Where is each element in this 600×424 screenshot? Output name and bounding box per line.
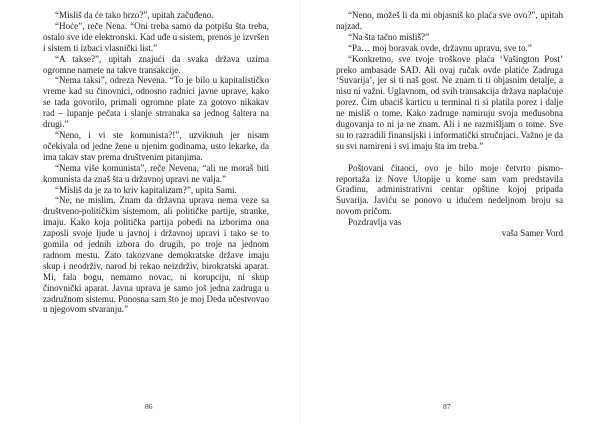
signature-line: vaša Samer Vord xyxy=(501,228,563,239)
paragraph: “Nema taksi”, odreza Nevena. “To je bilo u kapitalističko vreme kad su činovnici, odnosno radnici javne uprave, kako se tada govorilo, primali ogromne plate za gotovo nikakav rad – lupanje pečata i slanje strranaka sa jednog šaltera na drugi.” xyxy=(43,75,269,130)
paragraph: “Na šta tačno misliš?” xyxy=(348,31,430,42)
paragraph: “Misliš da je za to kriv kapitalizam?”, upita Sami. xyxy=(55,184,237,195)
page-number-right: 87 xyxy=(443,402,451,411)
right-page-text xyxy=(336,10,563,239)
paragraph: “Neno, možeš li da mi objasniš ko plaća sve ovo?”, upitah najzad. xyxy=(336,10,563,31)
paragraph: “Neno, i vi ste komunista?!”, uzviknuh jer nisam očekivala od jedne žene u njenim godinama, usto lekarke, da ima takav stav prema društvenim pitanjima. xyxy=(43,129,269,162)
paragraph: “Misliš da će tako brzo?”, upitah začuđeno. xyxy=(55,10,214,20)
paragraph: “Nema više komunista”, reče Nevena, “ali ne moraš biti komunista da znaš šta u državnoj upravi ne valja.” xyxy=(43,162,269,184)
right-page xyxy=(300,0,600,424)
paragraph: “Konkretno, sve tvoje troškove plaća ‘Vašington Post’ preko ambasade SAD. Ali ovaj ručak ovde platiće Zadruga ‘Suvarija’, jer si ti naš gost. Ne znam ti ti objasnim detalje, a nisu ni važni. Uglavnom, od svih transakcija država naplaćuje porez. Čim ubaciš karticu u terminal ti si platila porez i dalje ne misliš o tome. Kako zadruge namiruju svoja međusobna dugovanja to ni ja ne znam. Ali i ne razmišljam o tome. Sve su to razradili finansijski i informatički stručnjaci. Važno je da su svi namireni i svi imaju šta im treba.” xyxy=(336,53,563,151)
left-page-text xyxy=(43,10,269,315)
letter-closing-paragraph: Poštovani čitaoci, ovo je bilo moje četvrto pismo-reportaža iz Nove Utopije u kome sam vam predstavila Gradinu, administrativni centar opštine kojoj pripada Suvarija. Javiću se ponovo u idućem nedeljnom broju sa novom pričom. xyxy=(336,162,563,217)
page-number-left: 86 xyxy=(145,402,153,411)
paragraph: “Pa… moj boravak ovde, državnu upravu, sve to.” xyxy=(348,42,532,53)
greeting-line: Pozdravlja vas xyxy=(348,217,402,228)
paragraph: “A takse?”, upitah znajući da svaka država uzima ogromne namete na takve transakcije. xyxy=(43,53,269,75)
paragraph: “Hoće”, reče Nena. “Oni treba samo da potpišu šta treba, ostalo sve ide elektronski. Kad uđe u sistem, prenos je izvršen i sistem ti izbaci vlasnički list.” xyxy=(43,20,269,53)
paragraph: “Ne, ne mislim. Znam da državna uprava nema veze sa društveno-političkim sistemom, ali političke partije, stranke, imaju. Kako koja politička partija pobedi na izborima ona zaposli svoje ljude u javnoj i državnoj upravi i tako se to gomila od jednih izbora do drugih, po troje na jednom radnom mestu. Zato takozvane demokratske države imaju skup i neodrživ, narod bi rekao neizdrživ, birokratski aparat. Mi, fala bogu, nemamo novac, ni korupciju, ni skup činovnički aparat. Javna uprava je samo još jedna zadruga u zadružnom sistemu. Ponosna sam što je moj Deda učestvovao u njegovom stvaranju.” xyxy=(43,195,269,315)
